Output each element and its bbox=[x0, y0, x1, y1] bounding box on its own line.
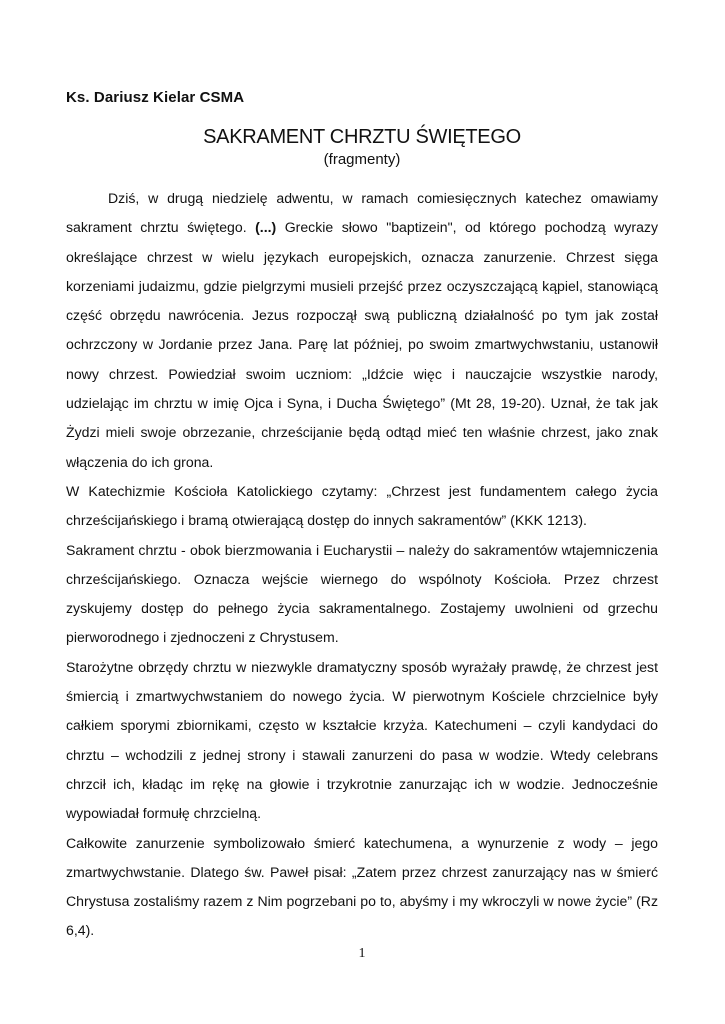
document-title: SAKRAMENT CHRZTU ŚWIĘTEGO bbox=[203, 126, 521, 148]
paragraph-initiation: Sakrament chrztu - obok bierzmowania i Eucharystii – należy do sakramentów wtajemniczenia chrześcijańskiego. Oznacza wejście wiernego do wspólnoty Kościoła. Przez chrzest zyskujemy dostęp do pełnego życia sakramentalnego. Zostajemy uwolnieni od grzechu pierworodnego i zjednoczeni z Chrystusem. bbox=[66, 541, 658, 646]
paragraph-ancient-rites: Starożytne obrzędy chrztu w niezwykle dramatyczny sposób wyrażały prawdę, że chrzest jest śmiercią i zmartwychwstaniem do nowego życia. W pierwotnym Kościele chrzcielnice były całkiem sporymi zbiornikami, często w kształcie krzyża. Katechumeni – czyli kandydaci do chrztu – wchodzili z jednej strony i stawali zanurzeni do pasa w wodzie. Wtedy celebrans chrzcił ich, kładąc im rękę na głowie i trzykrotnie zanurzając ich w wodzie. Jednocześnie wypowiadał formułę chrzcielną. bbox=[66, 658, 658, 822]
document-page bbox=[66, 0, 658, 1024]
document-body bbox=[66, 184, 658, 946]
page-number: 1 bbox=[358, 946, 366, 961]
paragraph-intro-continuation: Greckie słowo "baptizein", od którego pochodzą wyrazy określające chrzest w wielu językach europejskich, oznacza zanurzenie. Chrzest sięga korzeniami judaizmu, gdzie pielgrzymi musieli przejść przez oczyszczającą kąpiel, stanowiącą część obrzędu nawrócenia. Jezus rozpoczął swą publiczną działalność po tym jak został ochrzczony w Jordanie przez Jana. Parę lat później, po swoim zmartwychwstaniu, ustanowił nowy chrzest. Powiedział swoim uczniom: „Idźcie więc i nauczajcie wszystkie narody, udzielając im chrztu w imię Ojca i Syna, i Ducha Świętego” (Mt 28, 19-20). Uznał, że tak jak Żydzi mieli swoje obrzezanie, chrześcijanie będą odtąd mieć ten właśnie chrzest, jako znak włączenia do ich grona. bbox=[66, 219, 659, 470]
paragraph-catechism: W Katechizmie Kościoła Katolickiego czytamy: „Chrzest jest fundamentem całego życia chrześcijańskiego i bramą otwierającą dostęp do innych sakramentów” (KKK 1213). bbox=[66, 482, 658, 529]
ellipsis-marker: (...) bbox=[255, 219, 277, 236]
author-name: Ks. Dariusz Kielar CSMA bbox=[66, 89, 245, 106]
document-subtitle: (fragmenty) bbox=[323, 151, 401, 168]
paragraph-immersion: Całkowite zanurzenie symbolizowało śmierć katechumena, a wynurzenie z wody – jego zmartwychwstanie. Dlatego św. Paweł pisał: „Zatem przez chrzest zanurzający nas w śmierć Chrystusa zostaliśmy razem z Nim pogrzebani po to, abyśmy i my wkroczyli w nowe życie” (Rz 6,4). bbox=[66, 834, 658, 939]
paragraph-intro bbox=[66, 184, 658, 477]
paragraph-intro-text: Dziś, w drugą niedzielę adwentu, w ramach comiesięcznych katechez omawiamy sakrament chrztu świętego. bbox=[66, 190, 658, 236]
